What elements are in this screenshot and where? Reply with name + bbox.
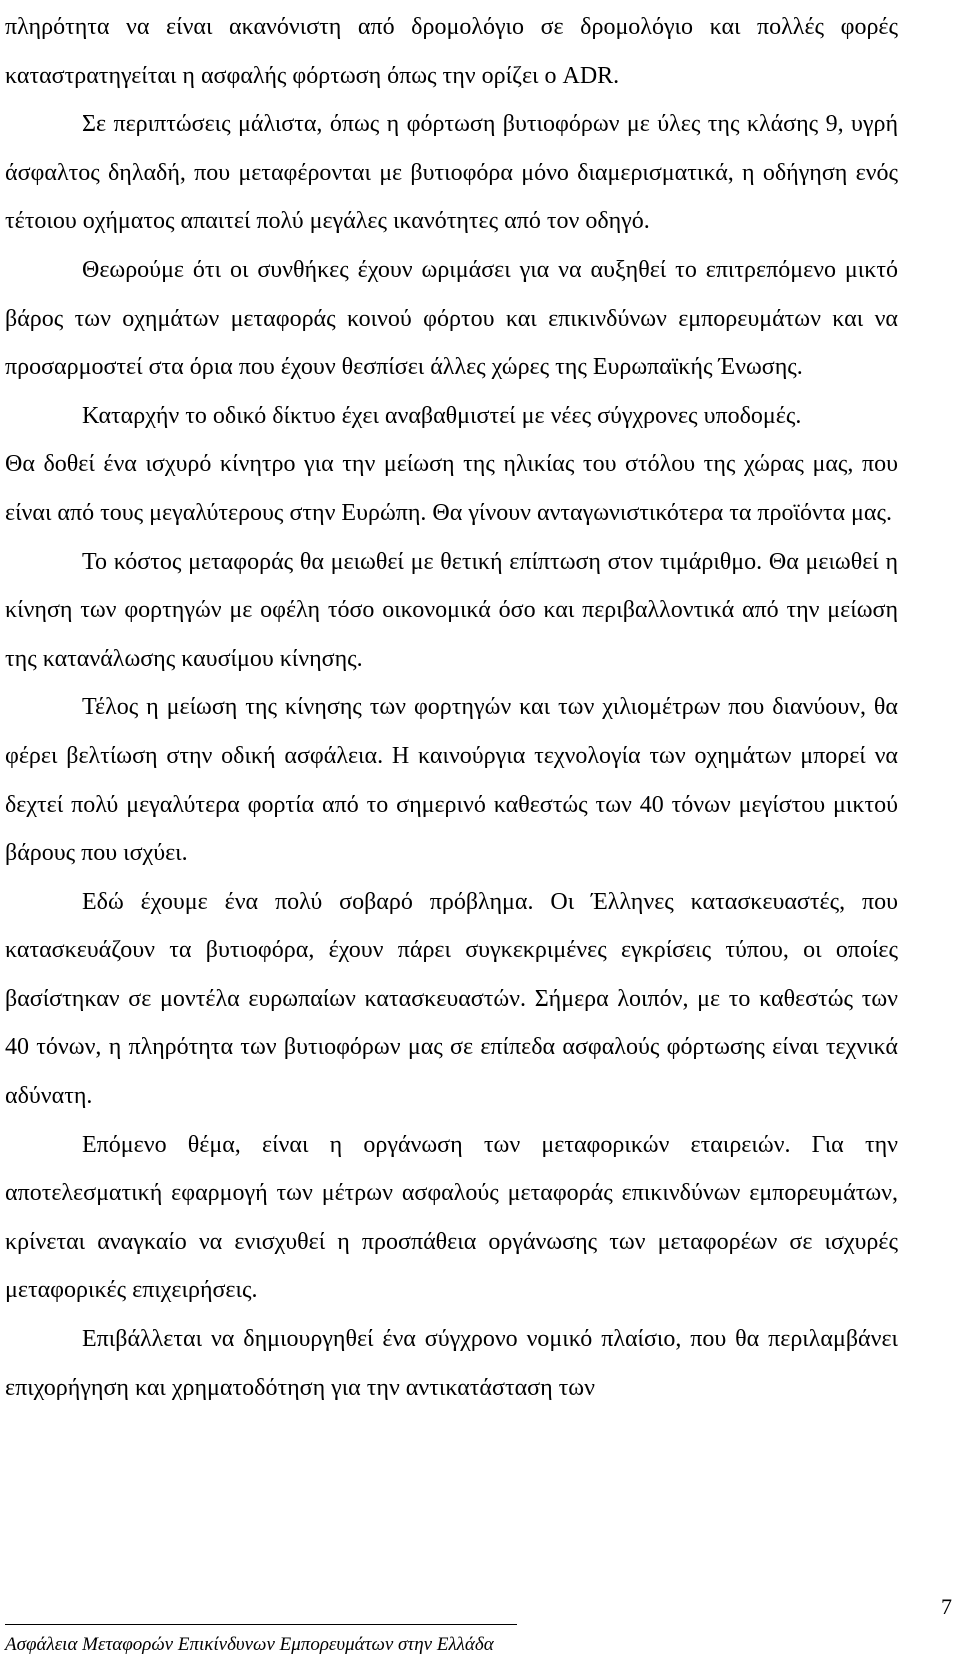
paragraph-7: Τέλος η μείωση της κίνησης των φορτηγών και των χιλιομέτρων που διανύουν, θα φέρει βελτίωση στην οδική ασφάλεια. Η καινούργια τεχνολογία των οχημάτων μπορεί να δεχτεί πολύ μεγαλύτερα φορτία από το σημερινό καθεστώς των 40 τόνων μεγίστου μικτού βάρους που ισχύει.	[5, 694, 898, 867]
footer-running-title: Ασφάλεια Μεταφορών Επικίνδυνων Εμπορευμάτων στην Ελλάδα	[5, 1634, 494, 1655]
paragraph-4: Καταρχήν το οδικό δίκτυο έχει αναβαθμιστεί με νέες σύγχρονες υποδομές.	[82, 402, 802, 429]
body-text	[5, 3, 898, 1412]
footer-rule	[5, 1624, 517, 1625]
paragraph-2: Σε περιπτώσεις μάλιστα, όπως η φόρτωση βυτιοφόρων με ύλες της κλάσης 9, υγρή άσφαλτος δηλαδή, που μεταφέρονται με βυτιοφόρα μόνο διαμερισματικά, η οδήγηση ενός τέτοιου οχήματος απαιτεί πολύ μεγάλες ικανότητες από τον οδηγό.	[5, 111, 898, 235]
paragraph-6: Το κόστος μεταφοράς θα μειωθεί με θετική επίπτωση στον τιμάριθμο. Θα μειωθεί η κίνηση των φορτηγών με οφέλη τόσο οικονομικά όσο και περιβαλλοντικά από την μείωση της κατανάλωσης καυσίμου κίνησης.	[5, 548, 898, 672]
paragraph-5: Θα δοθεί ένα ισχυρό κίνητρο για την μείωση της ηλικίας του στόλου της χώρας μας, που είναι από τους μεγαλύτερους στην Ευρώπη. Θα γίνουν ανταγωνιστικότερα τα προϊόντα μας.	[5, 451, 898, 526]
paragraph-9: Επόμενο θέμα, είναι η οργάνωση των μεταφορικών εταιρειών. Για την αποτελεσματική εφαρμογή των μέτρων ασφαλούς μεταφοράς επικινδύνων εμπορευμάτων, κρίνεται αναγκαίο να ενισχυθεί η προσπάθεια οργάνωσης των μεταφορέων σε ισχυρές μεταφορικές επιχειρήσεις.	[5, 1131, 898, 1304]
page-number: 7	[941, 1594, 952, 1619]
paragraph-10: Επιβάλλεται να δημιουργηθεί ένα σύγχρονο νομικό πλαίσιο, που θα περιλαμβάνει επιχορήγηση και χρηματοδότηση για την αντικατάσταση των	[5, 1326, 898, 1401]
paragraph-8: Εδώ έχουμε ένα πολύ σοβαρό πρόβλημα. Οι Έλληνες κατασκευαστές, που κατασκευάζουν τα βυτιοφόρα, έχουν πάρει συγκεκριμένες εγκρίσεις τύπου, οι οποίες βασίστηκαν σε μοντέλα ευρωπαίων κατασκευαστών. Σήμερα λοιπόν, με το καθεστώς των 40 τόνων, η πληρότητα των βυτιοφόρων μας σε επίπεδα ασφαλούς φόρτωσης είναι τεχνικά αδύνατη.	[5, 888, 898, 1110]
paragraph-1: πληρότητα να είναι ακανόνιστη από δρομολόγιο σε δρομολόγιο και πολλές φορές καταστρατηγείται η ασφαλής φόρτωση όπως την ορίζει ο ADR.	[5, 14, 898, 89]
paragraph-3: Θεωρούμε ότι οι συνθήκες έχουν ωριμάσει για να αυξηθεί το επιτρεπόμενο μικτό βάρος των οχημάτων μεταφοράς κοινού φόρτου και επικινδύνων εμπορευμάτων και να προσαρμοστεί στα όρια που έχουν θεσπίσει άλλες χώρες της Ευρωπαϊκής Ένωσης.	[5, 256, 898, 381]
